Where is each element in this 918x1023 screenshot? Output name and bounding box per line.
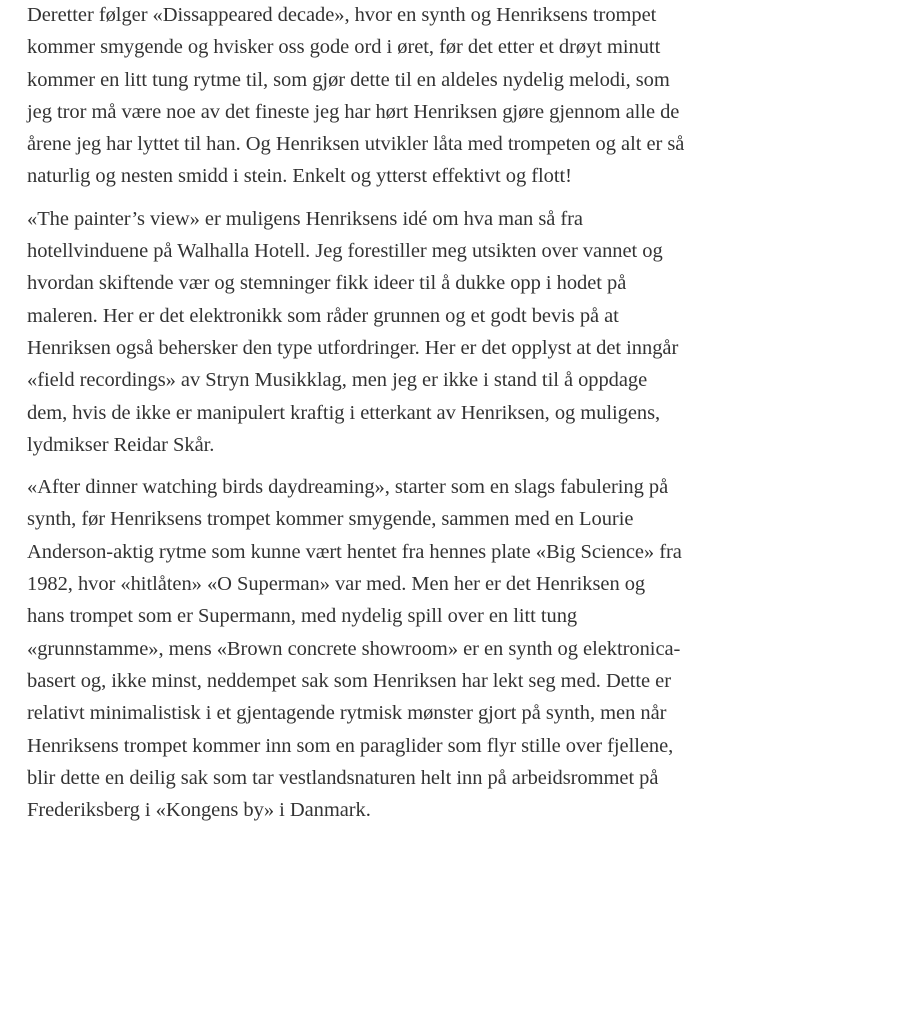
text-line: Henriksen også behersker den type utfordringer. Her er det opplyst at det inngår (27, 336, 679, 359)
text-line: blir dette en deilig sak som tar vestlandsnaturen helt inn på arbeidsrommet på (27, 766, 659, 789)
paragraph-dissappeared-decade (27, 0, 907, 193)
text-line: maleren. Her er det elektronikk som råder grunnen og et godt bevis på at (27, 304, 619, 327)
paragraph-the-painters-view (27, 203, 907, 461)
text-line: «field recordings» av Stryn Musikklag, men jeg er ikke i stand til å oppdage (27, 369, 648, 392)
text-line: jeg tror må være noe av det fineste jeg har hørt Henriksen gjøre gjennom alle de (27, 100, 680, 123)
text-line: «The painter’s view» er muligens Henriksens idé om hva man så fra (27, 207, 583, 230)
text-line: hvordan skiftende vær og stemninger fikk ideer til å dukke opp i hodet på (27, 272, 627, 295)
text-line: lydmikser Reidar Skår. (27, 433, 215, 456)
text-line: basert og, ikke minst, neddempet sak som Henriksen har lekt seg med. Dette er (27, 669, 672, 692)
text-line: Henriksens trompet kommer inn som en paraglider som flyr stille over fjellene, (27, 734, 674, 757)
text-line: relativt minimalistisk i et gjentagende rytmisk mønster gjort på synth, men når (27, 702, 667, 725)
text-line: 1982, hvor «hitlåten» «O Superman» var med. Men her er det Henriksen og (27, 573, 646, 596)
text-line: Frederiksberg i «Kongens by» i Danmark. (27, 799, 371, 822)
text-line: Anderson-aktig rytme som kunne vært hentet fra hennes plate «Big Science» fra (27, 540, 682, 563)
text-line: synth, før Henriksens trompet kommer smygende, sammen med en Lourie (27, 508, 634, 531)
text-line: hans trompet som er Supermann, med nydelig spill over en litt tung (27, 605, 578, 628)
text-line: «grunnstamme», mens «Brown concrete showroom» er en synth og elektronica- (27, 637, 681, 660)
text-line: dem, hvis de ikke er manipulert kraftig i etterkant av Henriksen, og muligens, (27, 401, 661, 424)
text-line: årene jeg har lyttet til han. Og Henriksen utvikler låta med trompeten og alt er så (27, 133, 685, 156)
text-line: naturlig og nesten smidd i stein. Enkelt og ytterst effektivt og flott! (27, 165, 572, 188)
text-line: «After dinner watching birds daydreaming», starter som en slags fabulering på (27, 476, 669, 499)
text-line: hotellvinduene på Walhalla Hotell. Jeg forestiller meg utsikten over vannet og (27, 240, 663, 263)
text-line: Deretter følger «Dissappeared decade», hvor en synth og Henriksens trompet (27, 4, 657, 26)
paragraph-after-dinner-watching-birds (27, 471, 907, 826)
article-body (27, 0, 907, 836)
text-line: kommer smygende og hvisker oss gode ord i øret, før det etter et drøyt minutt (27, 36, 661, 59)
text-line: kommer en litt tung rytme til, som gjør dette til en aldeles nydelig melodi, som (27, 68, 670, 91)
